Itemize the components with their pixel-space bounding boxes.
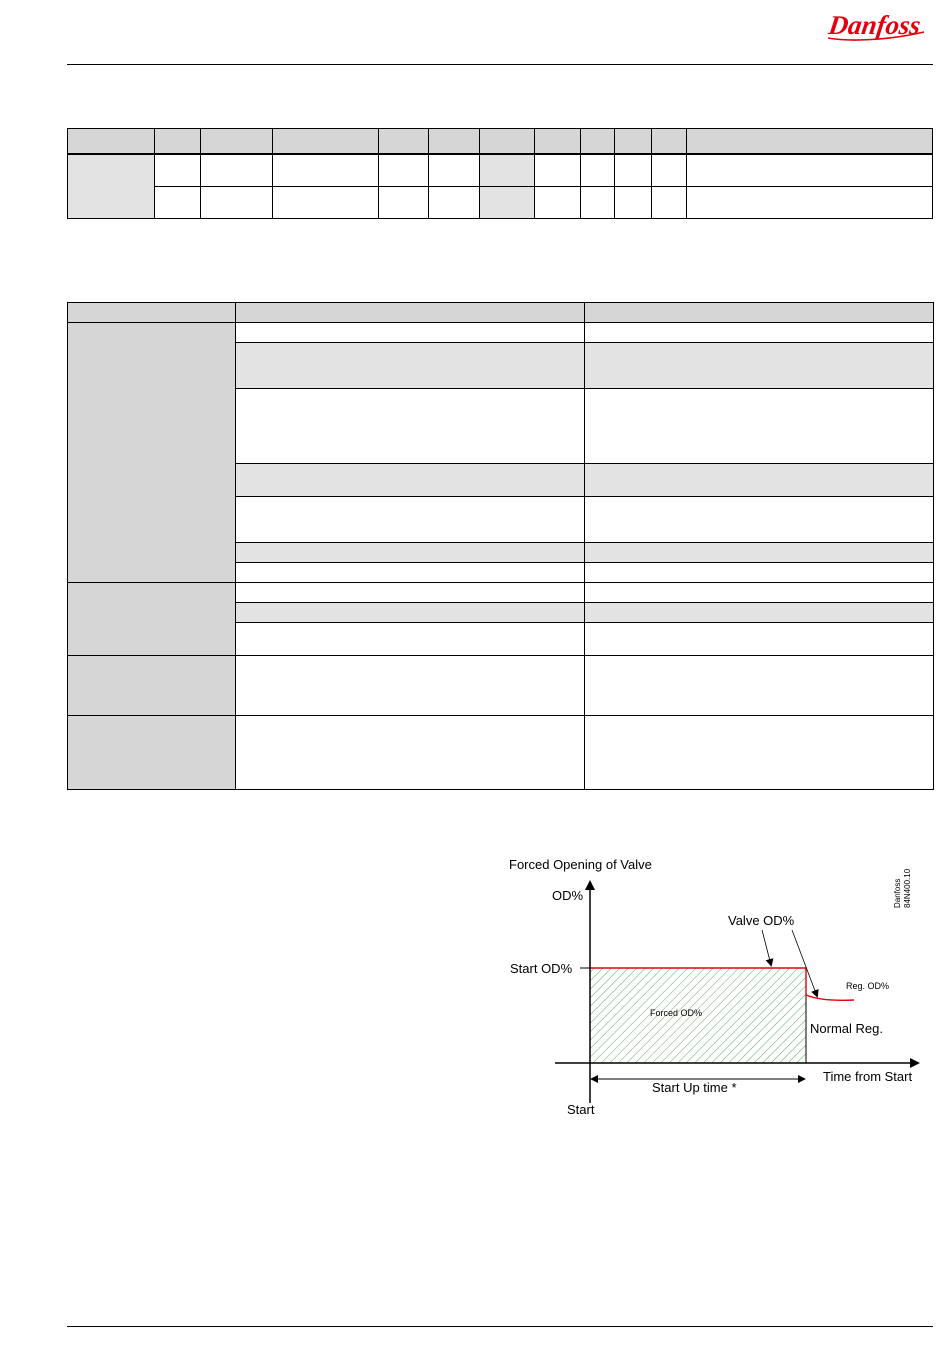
group-cell [68,656,236,716]
table-row [68,656,934,716]
start-label: Start [567,1102,595,1117]
figure-code-brand: Danfoss [893,878,902,908]
forced-opening-diagram [500,850,930,1130]
table-row [68,716,934,790]
table-row [68,154,933,186]
group-cell [68,323,236,583]
start-up-time-label: Start Up time * [652,1080,737,1095]
valve-od-pointer [762,930,771,965]
table-row [68,186,933,218]
table-header-row [68,303,934,323]
description-table [67,302,934,790]
reg-od-label: Reg. OD% [846,981,890,991]
diagram-title: Forced Opening of Valve [509,857,652,872]
forced-od-label: Forced OD% [650,1008,703,1018]
group-cell [68,583,236,656]
start-od-label: Start OD% [510,961,573,976]
group-cell [68,716,236,790]
header-rule [67,64,933,65]
logo-text: Danfoss [826,10,923,40]
parameter-group-cell [68,154,155,218]
y-axis-label: OD% [552,888,584,903]
table-row [68,583,934,603]
table-row [68,323,934,343]
normal-reg-label: Normal Reg. [810,1021,883,1036]
figure-code-number: 84N400.10 [903,868,912,908]
table-header-row [68,129,933,155]
footer-rule [67,1326,933,1327]
valve-od-label: Valve OD% [728,913,795,928]
x-axis-label: Time from Start [823,1069,913,1084]
parameter-table [67,128,933,219]
danfoss-logo [820,8,930,48]
reg-od-curve [806,995,854,1000]
